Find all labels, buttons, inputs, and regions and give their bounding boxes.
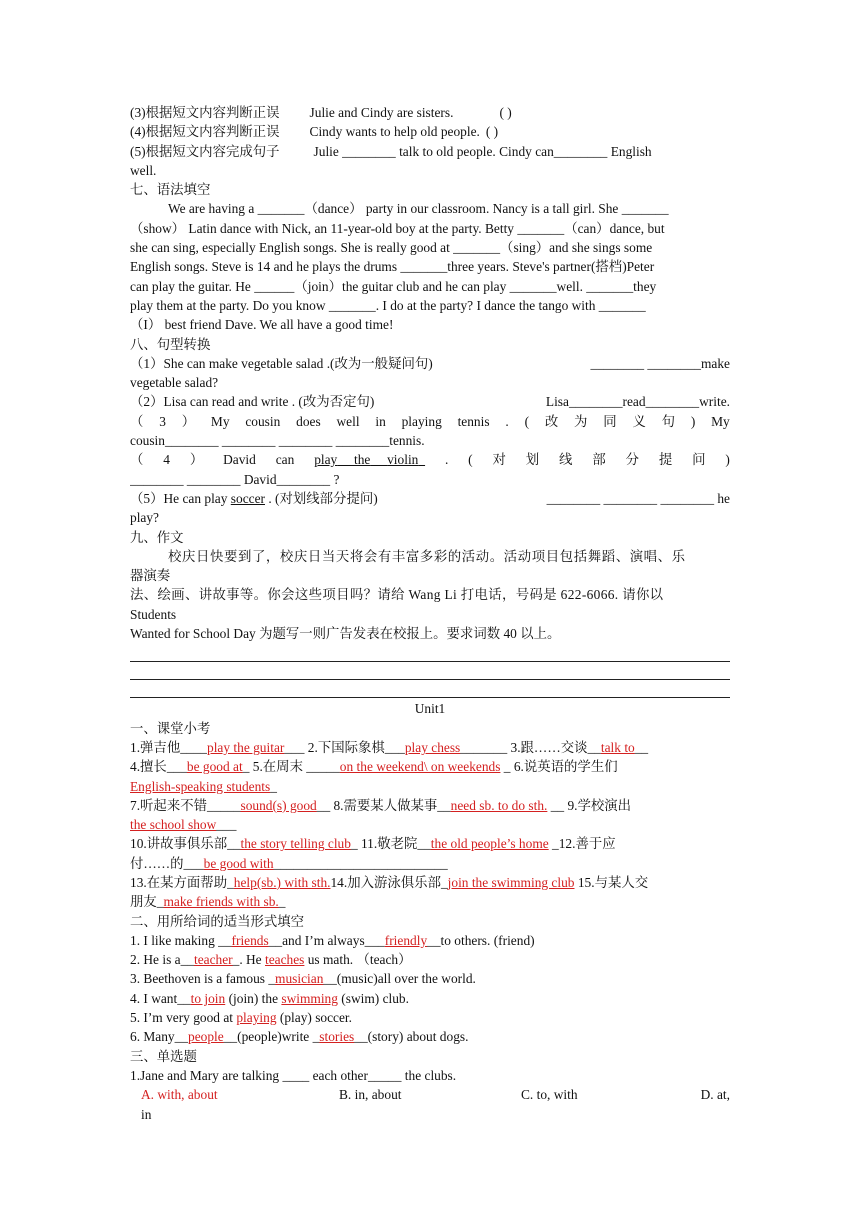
quiz-1-row-3b: the school show___: [130, 817, 237, 833]
grammar-line-7: （I） best friend Dave. We all have a good time!: [130, 317, 394, 333]
grammar-line-3: she can sing, especially English songs. She is really good at _______（sing）and she sings some: [130, 240, 653, 256]
underlined-word: soccer: [230, 490, 265, 506]
underlined-phrase: play the violin: [314, 452, 419, 468]
mc-option-d-tail: in: [141, 1106, 152, 1122]
quiz-2-line-3: 3. Beethoven is a famous _musician__(music)all over the world.: [130, 971, 476, 987]
quiz-2-line-6: 6. Many__people__(people)write _stories__(story) about dogs.: [130, 1029, 469, 1045]
transform-question-3: （ 3 ） My cousin does well in playing tennis . ( 改 为 同 义 句 ) My: [130, 413, 730, 429]
section-7-heading: 七、语法填空: [130, 182, 211, 198]
section-9-heading: 九、作文: [130, 529, 184, 545]
document-page: [130, 103, 730, 1124]
answer: join the swimming club: [447, 874, 575, 890]
answer: make friends with sb.: [163, 894, 279, 910]
answer: stories: [319, 1029, 355, 1045]
quiz-2-line-2: 2. He is a__teacher_. He teaches us math. （teach）: [130, 952, 412, 968]
answer: on the weekend\ on weekends: [339, 759, 501, 775]
essay-prompt-line-5: Wanted for School Day 为题写一则广告发表在校报上。要求词数 40 以上。: [130, 626, 561, 642]
essay-prompt-line-4: Students: [130, 606, 177, 622]
option-c: C. to, with: [521, 1087, 578, 1103]
answer: play the guitar: [207, 739, 285, 755]
transform-question-3-tail: cousin________ ________ ________ ________tennis.: [130, 433, 425, 449]
essay-prompt-line-3: 法、绘画、讲故事等。你会这些项目吗？请给 Wang Li 打电话，号码是 622-6066. 请你以: [130, 587, 664, 603]
quiz-1-heading: 一、课堂小考: [130, 720, 211, 736]
answer: be good at: [186, 759, 243, 775]
answer: be good with: [203, 855, 274, 871]
answer: friends: [231, 932, 269, 948]
unit-title: Unit1: [414, 701, 446, 717]
answer: musician: [275, 971, 324, 987]
transform-question-4-tail: ________ ________ David________ ?: [130, 471, 340, 487]
writing-line-3: [130, 697, 730, 698]
answer: sound(s) good: [240, 797, 317, 813]
answer: the school show: [130, 817, 217, 833]
fill-question-5-tail: well.: [130, 162, 157, 178]
quiz-1-row-5: 13.在某方面帮助_help(sb.) with sth.14.加入游泳俱乐部_join the swimming club 15.与某人交: [130, 874, 649, 890]
quiz-1-row-5b: 朋友_make friends with sb._: [130, 894, 286, 910]
quiz-1-row-2b: English-speaking students_: [130, 778, 277, 794]
tf-question-3: (3)根据短文内容判断正误 Julie and Cindy are sisters. ( ): [130, 105, 512, 120]
option-a: A. with, about: [141, 1087, 218, 1103]
quiz-1-row-4b: 付……的___be good with__________________________: [130, 855, 448, 871]
answer: to join: [190, 990, 226, 1006]
mc-options: [130, 1085, 730, 1104]
answer: playing: [236, 1010, 277, 1026]
option-d: D. at,: [700, 1087, 730, 1103]
fill-question-5: (5)根据短文内容完成句子 Julie ________ talk to old people. Cindy can________ English: [130, 143, 652, 159]
grammar-line-2: （show） Latin dance with Nick, an 11-year-old boy at the party. Betty _______（can）dance, but: [130, 220, 665, 236]
quiz-2-line-1: 1. I like making __friends__and I’m always___friendly__to others. (friend): [130, 932, 535, 948]
tf-question-4: (4)根据短文内容判断正误 Cindy wants to help old people. ( ): [130, 124, 499, 140]
option-b: B. in, about: [339, 1087, 402, 1103]
section-8-heading: 八、句型转换: [130, 336, 211, 352]
quiz-1-row-4: 10.讲故事俱乐部__the story telling club_ 11.敬老院__the old people’s home _12.善于应: [130, 836, 616, 852]
answer: teaches: [264, 952, 305, 968]
quiz-2-heading: 二、用所给词的适当形式填空: [130, 913, 305, 929]
grammar-line-1: We are having a _______（dance） party in our classroom. Nancy is a tall girl. She _______: [168, 201, 669, 217]
answer: the old people’s home: [430, 836, 549, 852]
transform-question-1: （1）She can make vegetable salad .(改为一般疑问句) ________ ________make: [130, 355, 730, 371]
answer: friendly: [384, 932, 428, 948]
transform-question-4: （ 4 ） David can play the violin . ( 对 划 线 部 分 提 问 ): [130, 450, 730, 469]
quiz-1-row-3: 7.听起来不错_____sound(s) good__ 8.需要某人做某事__need sb. to do sth. __ 9.学校演出: [130, 797, 632, 813]
answer: swimming: [281, 990, 338, 1006]
answer: teacher: [193, 952, 233, 968]
grammar-line-5: can play the guitar. He ______（join）the guitar club and he can play _______well. _______they: [130, 278, 657, 294]
quiz-2-line-4: 4. I want__to join (join) the swimming (swim) club.: [130, 990, 409, 1006]
transform-question-1-tail: vegetable salad?: [130, 375, 219, 391]
grammar-line-6: play them at the party. Do you know _______. I do at the party? I dance the tango with _______: [130, 297, 646, 313]
transform-question-2: （2）Lisa can read and write . (改为否定句) Lisa________read________write.: [130, 394, 730, 410]
grammar-line-4: English songs. Steve is 14 and he plays the drums _______three years. Steve's partner(搭档)Peter: [130, 259, 655, 275]
answer: people: [188, 1029, 224, 1045]
quiz-1-row-1: 1.弹吉他____play the guitar___ 2.下国际象棋___play chess_______ 3.跟……交谈__talk to__: [130, 739, 649, 755]
essay-prompt-line-1: 校庆日快要到了，校庆日当天将会有丰富多彩的活动。活动项目包括舞蹈、演唱、乐: [168, 548, 686, 564]
transform-question-5-tail: play?: [130, 510, 159, 526]
quiz-2-line-5: 5. I’m very good at playing (play) soccer.: [130, 1010, 353, 1026]
answer: English-speaking students: [130, 778, 271, 794]
answer: play chess: [404, 739, 461, 755]
quiz-1-row-2: 4.擅长___be good at_ 5.在周末 _____on the weekend\ on weekends _ 6.说英语的学生们: [130, 759, 618, 775]
mc-question-1: 1.Jane and Mary are talking ____ each other_____ the clubs.: [130, 1067, 457, 1083]
answer: the story telling club: [240, 836, 351, 852]
transform-question-5: （5）He can play soccer . (对划线部分提问) ________ ________ ________ he: [130, 490, 730, 506]
answer: help(sb.) with sth.: [233, 874, 331, 890]
answer: need sb. to do sth.: [450, 797, 548, 813]
essay-prompt-line-2: 器演奏: [130, 568, 171, 584]
quiz-3-heading: 三、单选题: [130, 1048, 197, 1064]
answer: talk to: [600, 739, 635, 755]
